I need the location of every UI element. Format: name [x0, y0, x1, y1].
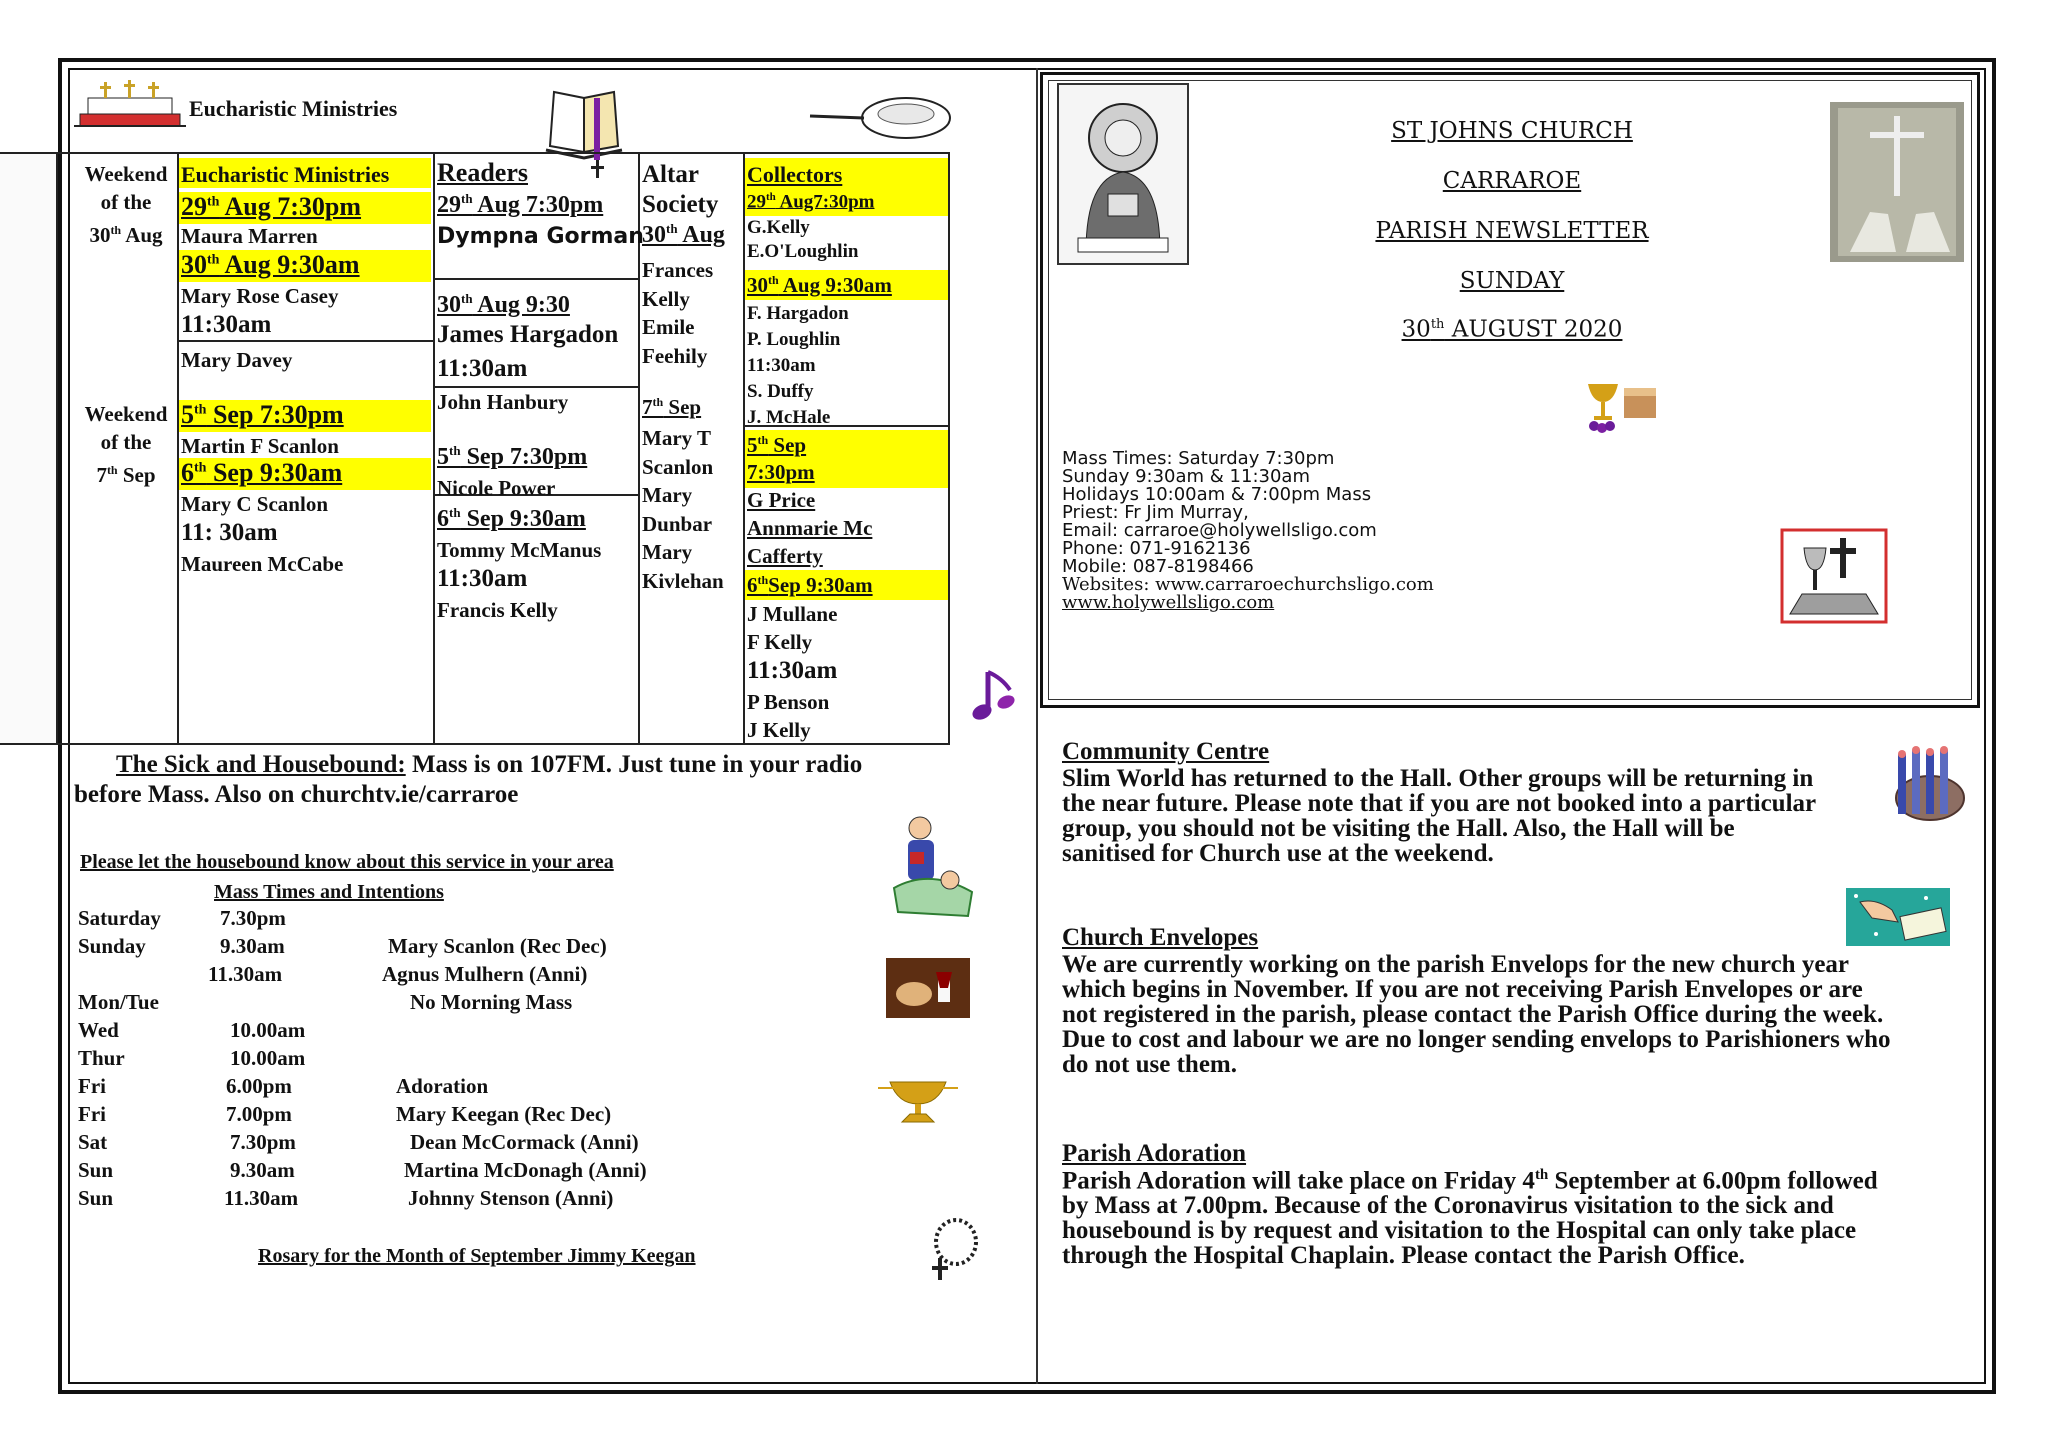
schedule-row: Fri 6.00pm Adoration: [78, 1074, 489, 1098]
rosary-text: Rosary for the Month of September Jimmy Keegan: [258, 1245, 696, 1267]
collectors-name: F. Hargadon: [747, 303, 849, 324]
em-column-header: Eucharistic Ministries: [181, 162, 390, 187]
envelopes-body: We are currently working on the parish Envelops for the new church year which begins in November. If you are not receiving Parish Envelopes or are not registered in the parish, please contact the Parish Office during the week. Due to cost and labour we are no longer sending envelops to Parishioners who do not use them.: [1062, 951, 1891, 1078]
collectors-name: Annmarie Mc: [747, 516, 873, 540]
bread-wine-icon: [886, 958, 970, 1018]
readers-name: John Hanbury: [437, 390, 569, 414]
collectors-date-3: 5th Sep: [747, 433, 807, 457]
collectors-name: F Kelly: [747, 630, 813, 654]
roster-top-border: [58, 152, 950, 154]
adoration-body: Parish Adoration will take place on Friday 4th September at 6.00pm followed by Mass at 7.00pm. Because of the Coronavirus visitation to the sick and housebound is by request and visitation to the Hospital can only take place through the Hospital Chaplain. Please contact the Parish Office.: [1062, 1167, 1878, 1270]
chalice-host-icon: [1780, 528, 1888, 624]
altar-names-1: Frances Kelly Emile Feehily: [642, 258, 714, 368]
contact-info: Mass Times: Saturday 7:30pm Sunday 9:30am & 11:30am Holidays 10:00am & 7:00pm Mass Priest: Fr Jim Murray, Email: carraroe@holywellsligo.com Phone: 071-9162136 Mobile: 087-8198466 Websites: www.carraroechurchsligo.com www.holywellsligo.com: [1062, 448, 1434, 613]
collectors-name: G Price: [747, 488, 816, 512]
readers-name: Francis Kelly: [437, 598, 558, 622]
housebound-note: Please let the housebound know about this service in your area: [80, 851, 614, 873]
altar-names-2: Mary T Scanlon Mary Dunbar Mary Kivlehan: [642, 426, 724, 593]
sick-line-1: The Sick and Housebound: Mass is on 107FM. Just tune in your radio: [116, 751, 863, 778]
collectors-name: J. McHale: [747, 407, 831, 428]
em-date-1: 29th Aug 7:30pm: [181, 192, 362, 221]
rosary-icon: [926, 1216, 982, 1286]
paten-icon: [806, 92, 954, 144]
em-name: Maura Marren: [181, 224, 318, 248]
chalice-icon: [878, 1076, 958, 1126]
roster-col-line: [177, 152, 179, 745]
schedule-row: Thur 10.00am: [78, 1046, 306, 1070]
donation-envelope-icon: [1846, 888, 1950, 946]
collectors-name: J Kelly: [747, 718, 811, 742]
eucharist-icon: [1580, 374, 1662, 438]
adoration-heading: Parish Adoration: [1062, 1140, 1247, 1167]
collectors-name: E.O'Loughlin: [747, 241, 859, 262]
schedule-row: Wed 10.00am: [78, 1018, 306, 1042]
collectors-name: Cafferty: [747, 544, 823, 568]
column-divider: [1036, 68, 1038, 1384]
envelopes-heading: Church Envelopes: [1062, 924, 1259, 951]
em-time: 11: 30am: [181, 519, 278, 546]
weekend-label-sep: Weekend of the 7th Sep: [84, 402, 168, 487]
church-place: CARRAROE: [1442, 168, 1582, 194]
readers-date-1: 29th Aug 7:30pm: [437, 191, 604, 218]
saint-portrait-icon: [1056, 82, 1190, 266]
sick-line-2: before Mass. Also on churchtv.ie/carraroe: [74, 781, 519, 808]
roster-row-line: [435, 278, 638, 280]
readers-date-2: 30th Aug 9:30: [437, 291, 570, 318]
newsletter-date: 30th AUGUST 2020: [1401, 316, 1623, 343]
collectors-time: 11:30am: [747, 355, 816, 376]
community-heading: Community Centre: [1062, 738, 1270, 765]
ministries-heading: Eucharistic Ministries: [189, 96, 398, 121]
newsletter-day: SUNDAY: [1459, 268, 1565, 294]
schedule-row: Sunday 9.30am Mary Scanlon (Rec Dec): [78, 934, 607, 958]
em-time: 11:30am: [181, 311, 272, 338]
schedule-title: Mass Times and Intentions: [214, 881, 444, 903]
sick-visit-icon: [890, 808, 976, 920]
em-name: Mary Rose Casey: [181, 284, 339, 308]
community-body: Slim World has returned to the Hall. Other groups will be returning in the near future. Please note that if you are not booked into a particular group, you should not be visiting the Hall. Also, the Hall will be sanitised for Church use at the weekend.: [1062, 765, 1817, 867]
readers-time: 11:30am: [437, 355, 528, 382]
collectors-column-header: Collectors: [747, 162, 843, 187]
left-margin-stub: [0, 152, 58, 745]
schedule-row: Mon/Tue No Morning Mass: [78, 990, 573, 1014]
em-date-4: 6th Sep 9:30am: [181, 458, 343, 487]
collectors-date-2: 30th Aug 9:30am: [747, 273, 892, 297]
readers-column-header: Readers: [437, 158, 528, 187]
bible-icon: [544, 90, 626, 180]
collectors-name: J Mullane: [747, 602, 838, 626]
readers-name: Dympna Gorman: [437, 224, 644, 249]
church-name: ST JOHNS CHURCH: [1391, 118, 1633, 144]
collectors-date-3-time: 7:30pm: [747, 460, 815, 484]
newsletter-title: PARISH NEWSLETTER: [1375, 218, 1649, 244]
em-name: Maureen McCabe: [181, 552, 344, 576]
music-note-icon: [970, 666, 1020, 728]
community-hall-icon: [1892, 746, 1968, 834]
collectors-date-1: 29th Aug7:30pm: [747, 191, 875, 213]
em-name: Mary C Scanlon: [181, 492, 328, 516]
altar-date-1: 30th Aug: [642, 221, 725, 248]
crucifix-photo-icon: [1830, 102, 1964, 262]
mass-schedule: [78, 906, 778, 1214]
em-name: Martin F Scanlon: [181, 434, 339, 458]
roster-row-line: [179, 340, 433, 342]
roster-row-line: [435, 386, 638, 388]
readers-time: 11:30am: [437, 565, 528, 592]
schedule-row: Saturday 7.30pm: [78, 906, 286, 930]
schedule-row: Fri 7.00pm Mary Keegan (Rec Dec): [78, 1102, 612, 1126]
roster-col-line: [433, 152, 435, 745]
schedule-row: 11.30am Agnus Mulhern (Anni): [208, 962, 588, 986]
readers-date-3: 5th Sep 7:30pm: [437, 443, 588, 470]
collectors-name: S. Duffy: [747, 381, 814, 402]
altar-icon: [74, 74, 186, 130]
website-link[interactable]: www.holywellsligo.com: [1062, 592, 1275, 613]
readers-name: Nicole Power: [437, 476, 556, 500]
em-name: Mary Davey: [181, 348, 293, 372]
roster-col-line: [948, 152, 950, 745]
altar-date-2: 7th Sep: [642, 395, 702, 419]
weekend-label-aug: Weekend of the 30th Aug: [84, 162, 168, 247]
schedule-row: Sun 9.30am Martina McDonagh (Anni): [78, 1158, 647, 1182]
schedule-row: Sun 11.30am Johnny Stenson (Anni): [78, 1186, 614, 1210]
em-date-3: 5th Sep 7:30pm: [181, 400, 344, 429]
collectors-date-4: 6thSep 9:30am: [747, 573, 873, 597]
readers-name: James Hargadon: [437, 321, 619, 348]
altar-column-header: Altar Society: [642, 161, 719, 218]
em-date-2: 30th Aug 9:30am: [181, 250, 360, 279]
collectors-name: P Benson: [747, 690, 830, 714]
schedule-row: Sat 7.30pm Dean McCormack (Anni): [78, 1130, 639, 1154]
collectors-name: P. Loughlin: [747, 329, 841, 350]
readers-date-4: 6th Sep 9:30am: [437, 505, 586, 532]
collectors-name: G.Kelly: [747, 217, 810, 238]
collectors-time: 11:30am: [747, 657, 838, 684]
roster-bottom-border: [58, 743, 950, 745]
readers-name: Tommy McManus: [437, 538, 602, 562]
